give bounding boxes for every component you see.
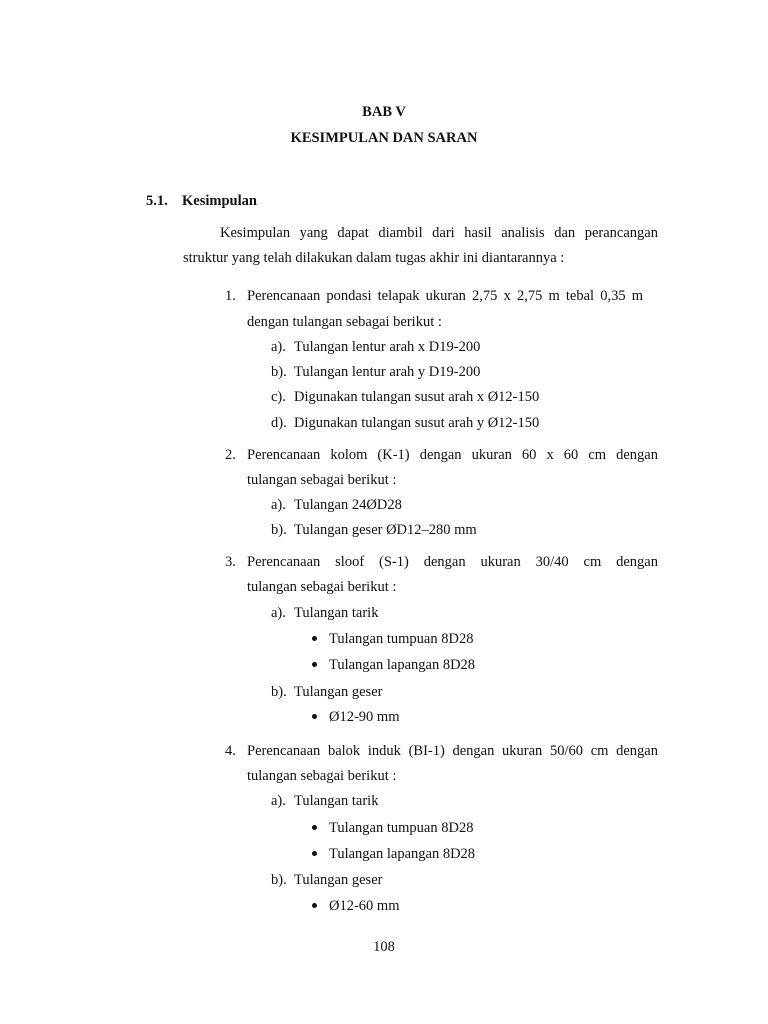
sub-item-letter: a). bbox=[271, 605, 286, 621]
bullet-icon bbox=[312, 851, 317, 856]
sub-item-letter: c). bbox=[271, 389, 286, 405]
sub-item-letter: a). bbox=[271, 793, 286, 809]
item-number: 1. bbox=[225, 288, 236, 304]
item-number: 4. bbox=[225, 743, 236, 759]
bullet-text: Ø12-90 mm bbox=[329, 709, 400, 725]
sub-item-text: Tulangan geser ØD12–280 mm bbox=[294, 522, 477, 538]
sub-item-text: Tulangan 24ØD28 bbox=[294, 497, 402, 513]
bullet-icon bbox=[312, 662, 317, 667]
sub-item-letter: d). bbox=[271, 415, 287, 431]
page-number: 108 bbox=[373, 939, 395, 955]
sub-item-letter: b). bbox=[271, 522, 287, 538]
bullet-icon bbox=[312, 714, 317, 719]
item-line-1: Perencanaan sloof (S-1) dengan ukuran 30/40 cm dengan bbox=[247, 554, 658, 570]
bullet-icon bbox=[312, 825, 317, 830]
bullet-text: Tulangan tumpuan 8D28 bbox=[329, 631, 474, 647]
intro-line-1: Kesimpulan yang dapat diambil dari hasil analisis dan perancangan bbox=[220, 225, 658, 241]
item-line-1: Perencanaan pondasi telapak ukuran 2,75 x 2,75 m tebal 0,35 m bbox=[247, 288, 643, 304]
sub-item-text: Tulangan lentur arah y D19-200 bbox=[294, 364, 481, 380]
sub-item-letter: b). bbox=[271, 872, 287, 888]
sub-item-text: Tulangan geser bbox=[294, 872, 383, 888]
sub-item-text: Tulangan tarik bbox=[294, 793, 379, 809]
section-number: 5.1. bbox=[146, 193, 168, 209]
item-line-2: tulangan sebagai berikut : bbox=[247, 768, 397, 784]
item-line-1: Perencanaan kolom (K-1) dengan ukuran 60 x 60 cm dengan bbox=[247, 447, 658, 463]
bullet-text: Ø12-60 mm bbox=[329, 898, 400, 914]
bullet-text: Tulangan lapangan 8D28 bbox=[329, 846, 476, 862]
item-number: 3. bbox=[225, 554, 236, 570]
item-number: 2. bbox=[225, 447, 236, 463]
chapter-title: KESIMPULAN DAN SARAN bbox=[290, 130, 478, 146]
item-line-2: tulangan sebagai berikut : bbox=[247, 579, 397, 595]
sub-item-letter: a). bbox=[271, 497, 286, 513]
sub-item-text: Digunakan tulangan susut arah y Ø12-150 bbox=[294, 415, 540, 431]
sub-item-text: Tulangan tarik bbox=[294, 605, 379, 621]
sub-item-text: Tulangan geser bbox=[294, 684, 383, 700]
item-line-2: tulangan sebagai berikut : bbox=[247, 472, 397, 488]
bullet-text: Tulangan lapangan 8D28 bbox=[329, 657, 476, 673]
sub-item-letter: b). bbox=[271, 364, 287, 380]
bullet-text: Tulangan tumpuan 8D28 bbox=[329, 820, 474, 836]
item-line-1: Perencanaan balok induk (BI-1) dengan ukuran 50/60 cm dengan bbox=[247, 743, 658, 759]
sub-item-letter: b). bbox=[271, 684, 287, 700]
sub-item-letter: a). bbox=[271, 339, 286, 355]
bullet-icon bbox=[312, 903, 317, 908]
bullet-icon bbox=[312, 636, 317, 641]
item-line-2: dengan tulangan sebagai berikut : bbox=[247, 314, 442, 330]
section-title: Kesimpulan bbox=[182, 193, 257, 209]
intro-line-2: struktur yang telah dilakukan dalam tugas akhir ini diantarannya : bbox=[183, 250, 565, 266]
sub-item-text: Digunakan tulangan susut arah x Ø12-150 bbox=[294, 389, 540, 405]
chapter-heading: BAB V bbox=[362, 104, 406, 120]
sub-item-text: Tulangan lentur arah x D19-200 bbox=[294, 339, 481, 355]
